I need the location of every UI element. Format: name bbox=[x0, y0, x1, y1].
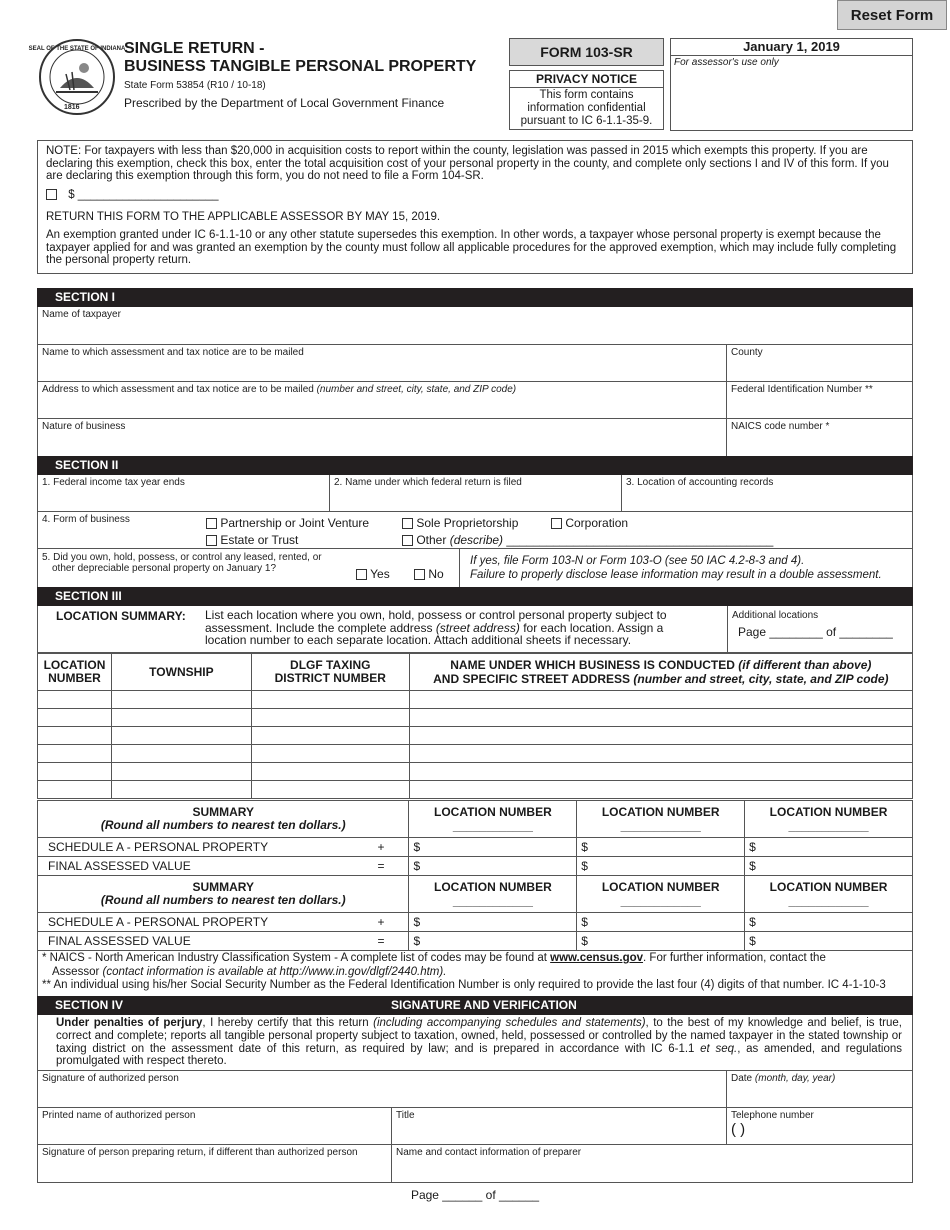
summary-location-number-6[interactable]: LOCATION NUMBER ____________ bbox=[745, 876, 913, 913]
final-assessed-value[interactable]: $ bbox=[745, 932, 913, 951]
section-3-header: SECTION III bbox=[37, 587, 913, 606]
signature-date-field[interactable]: Date (month, day, year) bbox=[727, 1071, 912, 1108]
naics-footnote: * NAICS - North American Industry Classification System - A complete list of codes may be found at www.census.gov. For further information, contact the bbox=[42, 952, 826, 964]
perjury-statement: Under penalties of perjury, I hereby certify that this return (including accompanying schedules and statements), to the best of my knowledge and belief, is true, correct and complete; reports all tangible personal property subject to taxation, owned, held, possessed or controlled by the named taxpayer in the stated township or taxing district on the assessment date of this return, as required by law; and is prepared in accordance with IC 6-1.1 et seq., as amended, and regulations promulgated with respect thereto. bbox=[37, 1015, 913, 1071]
additional-locations-label: Additional locations bbox=[732, 610, 819, 621]
authorized-signature-field[interactable]: Signature of authorized person bbox=[38, 1071, 727, 1108]
tax-year-end-field[interactable]: 1. Federal income tax year ends bbox=[38, 475, 330, 512]
form-of-business: 4. Form of business Partnership or Joint Venture Sole Proprietorship Corporation Estate or Trust Other (describe) ________________________________________ bbox=[38, 512, 912, 549]
location-row[interactable] bbox=[38, 691, 913, 709]
summary-location-number-5[interactable]: LOCATION NUMBER ____________ bbox=[577, 876, 745, 913]
summary-table bbox=[37, 800, 913, 951]
indiana-state-seal bbox=[28, 38, 126, 116]
location-summary-label: LOCATION SUMMARY: bbox=[56, 609, 186, 623]
summary-location-number-2[interactable]: LOCATION NUMBER ____________ bbox=[577, 801, 745, 838]
col-location-number: LOCATION NUMBER bbox=[38, 654, 112, 691]
schedule-a-value[interactable]: $ bbox=[409, 913, 577, 932]
final-assessed-label: FINAL ASSESSED VALUE = bbox=[38, 857, 409, 876]
summary-header: SUMMARY (Round all numbers to nearest ten dollars.) bbox=[38, 876, 409, 913]
estate-trust-checkbox[interactable] bbox=[206, 535, 217, 546]
schedule-a-value[interactable]: $ bbox=[577, 838, 745, 857]
final-assessed-value[interactable]: $ bbox=[409, 857, 577, 876]
exemption-amount-field[interactable]: $ ______________________ bbox=[68, 188, 219, 201]
summary-header: SUMMARY (Round all numbers to nearest ten dollars.) bbox=[38, 801, 409, 838]
form-title: SINGLE RETURN - BUSINESS TANGIBLE PERSONAL PROPERTY bbox=[124, 40, 477, 75]
location-row[interactable] bbox=[38, 745, 913, 763]
county-field[interactable]: County bbox=[727, 345, 912, 382]
corporation-checkbox[interactable] bbox=[551, 518, 562, 529]
taxpayer-name-field[interactable]: Name of taxpayer bbox=[38, 307, 912, 345]
return-deadline: RETURN THIS FORM TO THE APPLICABLE ASSESSOR BY MAY 15, 2019. bbox=[46, 210, 441, 223]
schedule-a-value[interactable]: $ bbox=[745, 913, 913, 932]
location-row[interactable] bbox=[38, 727, 913, 745]
summary-location-number-4[interactable]: LOCATION NUMBER ____________ bbox=[409, 876, 577, 913]
mailing-name-field[interactable]: Name to which assessment and tax notice are to be mailed bbox=[38, 345, 727, 382]
mailing-address-field[interactable]: Address to which assessment and tax notice are to be mailed (number and street, city, state, and ZIP code) bbox=[38, 382, 727, 419]
leased-yes-checkbox[interactable] bbox=[356, 569, 367, 580]
ssn-footnote: ** An individual using his/her Social Security Number as the Federal Identification Number is only required to provide the last four (4) digits of that number. IC 4-1-10-3 bbox=[42, 979, 886, 991]
state-form-number: State Form 53854 (R10 / 10-18) bbox=[124, 80, 266, 91]
schedule-a-value[interactable]: $ bbox=[577, 913, 745, 932]
location-row[interactable] bbox=[38, 709, 913, 727]
page-number[interactable]: Page ______ of ______ bbox=[410, 1188, 540, 1202]
location-summary-instructions: List each location where you own, hold, possess or control personal property subject to assessment. Include the complete address (street address) for each location. Assign a location number to each separate location. Attach additional sheets if necessary. bbox=[205, 608, 667, 647]
summary-location-number-1[interactable]: LOCATION NUMBER ____________ bbox=[409, 801, 577, 838]
other-checkbox[interactable] bbox=[402, 535, 413, 546]
other-describe-field[interactable]: ________________________________________ bbox=[506, 533, 774, 547]
col-business-name-address: NAME UNDER WHICH BUSINESS IS CONDUCTED (if different than above) AND SPECIFIC STREET ADDRESS (number and street, city, state, and ZIP code) bbox=[409, 654, 912, 691]
final-assessed-value[interactable]: $ bbox=[577, 932, 745, 951]
schedule-a-label: SCHEDULE A - PERSONAL PROPERTY + bbox=[38, 913, 409, 932]
schedule-a-value[interactable]: $ bbox=[745, 838, 913, 857]
printed-name-field[interactable]: Printed name of authorized person bbox=[38, 1108, 392, 1145]
footnotes: * NAICS - North American Industry Classification System - A complete list of codes may be found at www.census.gov. For further information, contact the Assessor (contact information is available at http://www.in.gov/dlgf/2440.htm). ** An individual using his/her Social Security Number as the Federal Identification Number is only required to provide the last four (4) digits of that number. IC 4-1-10-3 bbox=[37, 950, 913, 996]
privacy-notice-title: PRIVACY NOTICE bbox=[510, 71, 663, 88]
telephone-field[interactable]: Telephone number ( ) bbox=[727, 1108, 912, 1145]
location-row[interactable] bbox=[38, 763, 913, 781]
prescribed-by: Prescribed by the Department of Local Government Finance bbox=[124, 96, 445, 110]
title-field[interactable]: Title bbox=[392, 1108, 727, 1145]
reset-form-button[interactable]: Reset Form bbox=[837, 0, 947, 30]
privacy-notice-box bbox=[509, 70, 664, 130]
leased-no-checkbox[interactable] bbox=[414, 569, 425, 580]
sole-proprietorship-checkbox[interactable] bbox=[402, 518, 413, 529]
nature-of-business-field[interactable]: Nature of business bbox=[38, 419, 727, 456]
note-paragraph: NOTE: For taxpayers with less than $20,000 in acquisition costs to report within the county, legislation was passed in 2015 which exempts this property. If you are declaring this exemption, check this box, enter the total acquisition cost of your personal property in the county, and complete only sections I and IV of this form. If you are declaring this exemption through this form, you do not need to file a Form 104-SR. bbox=[46, 145, 889, 182]
col-township: TOWNSHIP bbox=[111, 654, 251, 691]
naics-field[interactable]: NAICS code number * bbox=[731, 421, 830, 432]
form-number-box: FORM 103-SR bbox=[509, 38, 664, 66]
federal-return-name-field[interactable]: 2. Name under which federal return is filed bbox=[330, 475, 622, 512]
preparer-info-field[interactable]: Name and contact information of preparer bbox=[396, 1147, 582, 1158]
schedule-a-label: SCHEDULE A - PERSONAL PROPERTY + bbox=[38, 838, 409, 857]
section-2-header: SECTION II bbox=[37, 456, 913, 475]
location-table bbox=[37, 653, 913, 799]
leased-property-note: If yes, file Form 103-N or Form 103-O (see 50 IAC 4.2-8-3 and 4). Failure to properly disclose lease information may result in a double assessment. bbox=[470, 555, 882, 581]
svg-text:1816: 1816 bbox=[64, 104, 80, 111]
exemption-note bbox=[37, 140, 913, 274]
location-row[interactable] bbox=[38, 781, 913, 799]
final-assessed-value[interactable]: $ bbox=[577, 857, 745, 876]
svg-text:SEAL OF THE STATE OF INDIANA: SEAL OF THE STATE OF INDIANA bbox=[28, 46, 126, 52]
col-dlgf-district: DLGF TAXING DISTRICT NUMBER bbox=[251, 654, 409, 691]
additional-page-of[interactable]: Page ________ of ________ bbox=[738, 625, 893, 639]
final-assessed-label: FINAL ASSESSED VALUE = bbox=[38, 932, 409, 951]
partnership-checkbox[interactable] bbox=[206, 518, 217, 529]
section-1-header: SECTION I bbox=[37, 288, 913, 307]
fein-field[interactable]: Federal Identification Number ** bbox=[727, 382, 912, 419]
schedule-a-value[interactable]: $ bbox=[409, 838, 577, 857]
leased-property-question: 5. Did you own, hold, possess, or control any leased, rented, or other depreciable personal property on January 1? Yes No bbox=[38, 549, 460, 587]
summary-location-number-3[interactable]: LOCATION NUMBER ____________ bbox=[745, 801, 913, 838]
privacy-notice-text: This form contains information confidential pursuant to IC 6-1.1-35-9. bbox=[520, 89, 653, 127]
exemption-supersede-note: An exemption granted under IC 6-1.1-10 or any other statute supersedes this exemption. In other words, a taxpayer whose personal property is exempt because the taxpayer applied for and was granted an exemption by the county must follow all applicable procedures for the approved exemption, which may include fully completing the personal property return. bbox=[46, 229, 897, 266]
preparer-signature-field[interactable]: Signature of person preparing return, if different than authorized person bbox=[38, 1145, 392, 1182]
accounting-records-field[interactable]: 3. Location of accounting records bbox=[622, 475, 912, 512]
assessor-use-box bbox=[670, 38, 913, 131]
census-link[interactable]: www.census.gov bbox=[550, 952, 644, 964]
section-4-header: SECTION IV SIGNATURE AND VERIFICATION bbox=[37, 996, 913, 1015]
final-assessed-value[interactable]: $ bbox=[745, 857, 913, 876]
final-assessed-value[interactable]: $ bbox=[409, 932, 577, 951]
assessment-date: January 1, 2019 bbox=[671, 39, 912, 56]
assessor-only-label: For assessor's use only bbox=[674, 57, 779, 68]
exemption-checkbox[interactable] bbox=[46, 189, 57, 200]
